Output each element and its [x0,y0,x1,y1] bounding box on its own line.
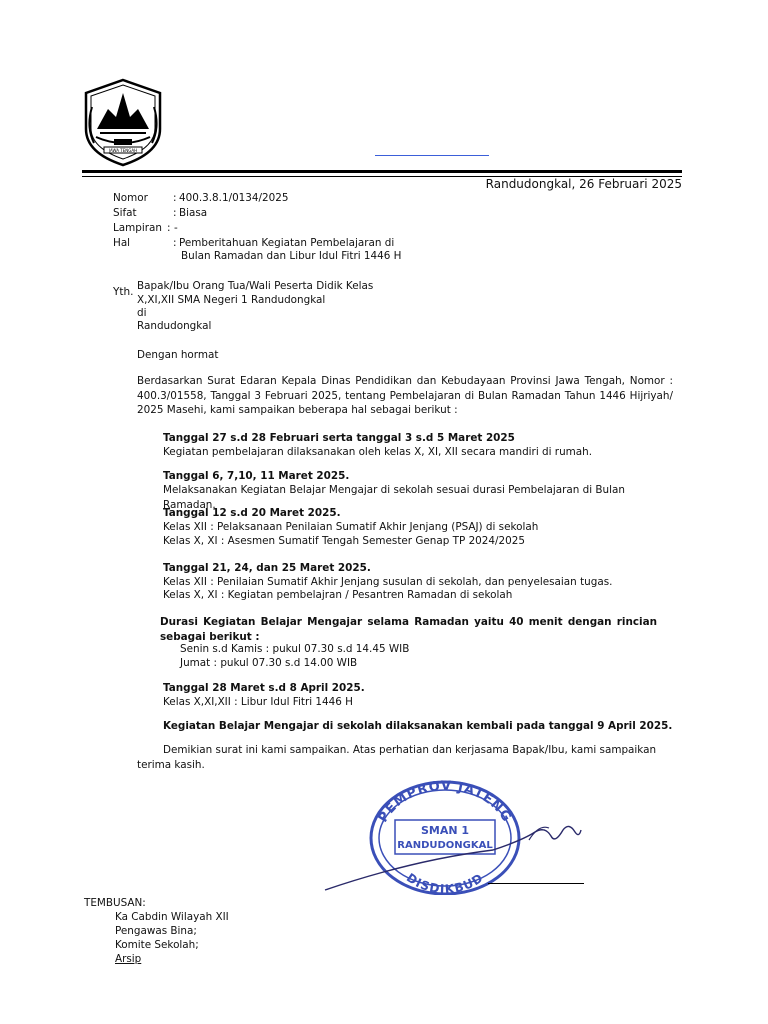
meta-row-sifat [113,207,673,221]
meta-key: Lampiran [113,222,162,234]
meta-row-nomor [113,192,673,206]
meta-colon: : [173,192,177,204]
stamp-bottom-text: DISDIKBUD [403,870,487,895]
hyperlink-underline[interactable] [375,155,489,156]
stamp-mid-line1: SMAN 1 [420,824,470,837]
jawa-tengah-crest-icon [80,77,166,167]
item-title: Tanggal 27 s.d 28 Februari serta tanggal 3 s.d 5 Maret 2025 [163,432,515,444]
meta-row-lampiran [113,222,673,236]
holiday-line: Kelas X,XI,XII : Libur Idul Fitri 1446 H [163,696,353,708]
recipient-line: di [137,307,147,319]
meta-colon: : [173,207,177,219]
holiday-title: Tanggal 28 Maret s.d 8 April 2025. [163,682,365,694]
meta-value: Pemberitahuan Kegiatan Pembelajaran di [179,237,395,249]
duration-line: Jumat : pukul 07.30 s.d 14.00 WIB [180,657,358,669]
recipient-line: Randudongkal [137,320,212,332]
item-line: Kelas XII : Penilaian Sumatif Akhir Jenjang susulan di sekolah, dan penyelesaian tugas. [163,576,613,588]
meta-key: Hal [113,237,131,249]
recipient-line: X,XI,XII SMA Negeri 1 Randudongkal [137,294,326,306]
item-line: Kegiatan pembelajaran dilaksanakan oleh kelas X, XI, XII secara mandiri di rumah. [163,446,593,458]
closing-paragraph: Demikian surat ini kami sampaikan. Atas perhatian dan kerjasama Bapak/Ibu, kami sampaikan terima kasih. [137,744,657,771]
yth-label: Yth. [113,286,134,298]
stamp-mid-line2: RANDUDONGKAL [397,840,493,851]
stamp-top-text: PEMPROV JATENG [375,780,515,826]
item-line: Kelas X, XI : Asesmen Sumatif Tengah Semester Genap TP 2024/2025 [163,535,525,547]
meta-value: Biasa [179,207,208,219]
item-line: Kelas XII : Pelaksanaan Penilaian Sumatif Akhir Jenjang (PSAJ) di sekolah [163,521,539,533]
meta-value: - [174,222,178,234]
intro-paragraph: Berdasarkan Surat Edaran Kepala Dinas Pendidikan dan Kebudayaan Provinsi Jawa Tengah, Nomor : 400.3/01558, Tanggal 3 Februari 2025, tentang Pembelajaran di Bulan Ramadan Tahun 1446 Hijriyah/ 2025 Masehi, kami sampaikan beberapa hal sebagai berikut : [137,375,673,416]
item-line: Kelas X, XI : Kegiatan pembelajran / Pesantren Ramadan di sekolah [163,589,513,601]
recipient-line: Bapak/Ibu Orang Tua/Wali Peserta Didik Kelas [137,280,374,292]
meta-value: 400.3.8.1/0134/2025 [179,192,289,204]
duration-title: Durasi Kegiatan Belajar Mengajar selama Ramadan yaitu 40 menit dengan rincian sebagai berikut : [160,616,657,643]
meta-hal-line2: Bulan Ramadan dan Libur Idul Fitri 1446 H [181,250,402,262]
meta-colon: : [173,237,177,249]
resume-note: Kegiatan Belajar Mengajar di sekolah dilaksanakan kembali pada tanggal 9 April 2025. [163,720,673,732]
crest-lettering: JAWA TENGAH [108,148,138,153]
item-title: Tanggal 12 s.d 20 Maret 2025. [163,507,341,519]
cc-item: Komite Sekolah; [115,939,199,951]
letterhead-rule-thick [82,170,682,173]
item-title: Tanggal 6, 7,10, 11 Maret 2025. [163,470,350,482]
place-date: Randudongkal, 26 Februari 2025 [485,177,682,191]
meta-colon: : [167,222,171,234]
meta-row-hal [113,237,673,251]
school-stamp [323,780,583,895]
duration-line: Senin s.d Kamis : pukul 07.30 s.d 14.45 WIB [180,643,410,655]
item-title: Tanggal 21, 24, dan 25 Maret 2025. [163,562,371,574]
greeting: Dengan hormat [137,349,219,361]
tembusan-label: TEMBUSAN: [84,897,146,909]
cc-item: Pengawas Bina; [115,925,197,937]
item-line: Melaksanakan Kegiatan Belajar Mengajar di sekolah sesuai durasi Pembelajaran di Bulan Ramadan. [163,484,625,511]
cc-item-arsip: Arsip [115,953,142,965]
cc-item: Ka Cabdin Wilayah XII [115,911,229,923]
signature-line [488,883,584,884]
meta-key: Sifat [113,207,137,219]
meta-key: Nomor [113,192,148,204]
